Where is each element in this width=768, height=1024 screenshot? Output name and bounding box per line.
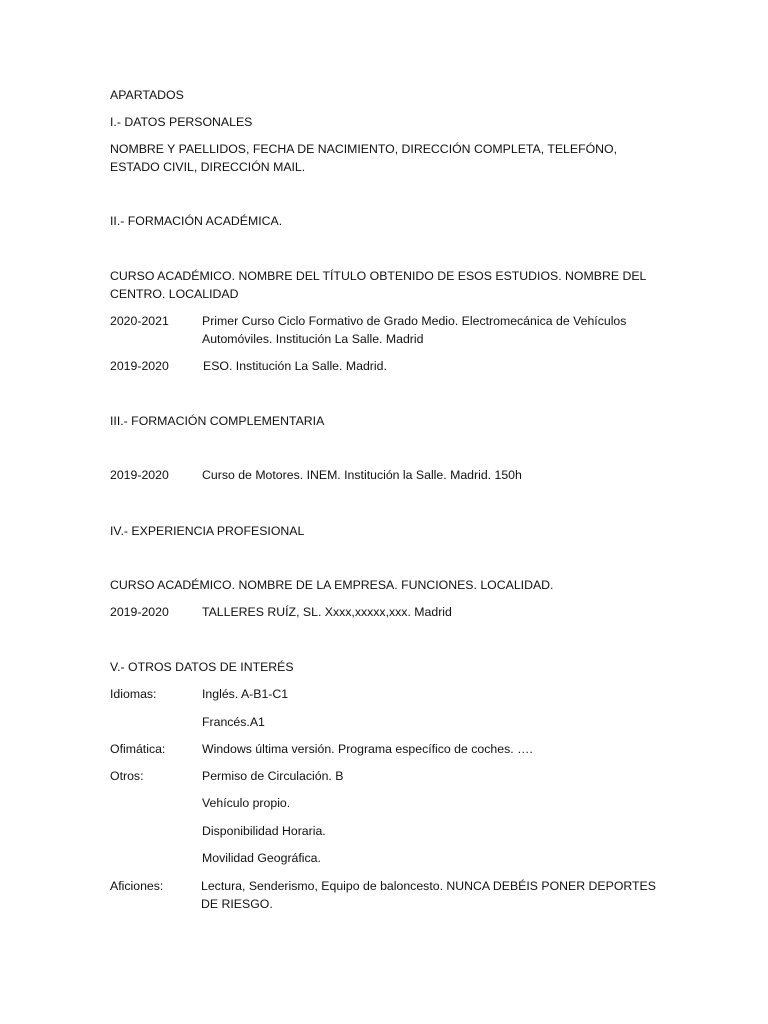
others-item: Movilidad Geográfica. [202,851,321,865]
complementary-entry-text: Curso de Motores. INEM. Institución la Salle. Madrid. 150h [202,468,522,482]
section-heading-complementary: III.- FORMACIÓN COMPLEMENTARIA [110,414,325,428]
section-heading-academic: II.- FORMACIÓN ACADÉMICA. [110,214,283,228]
academic-entry-year: 2020-2021 [110,314,169,328]
hobbies-label: Aficiones: [110,879,164,893]
academic-entry-year: 2019-2020 [110,359,169,373]
others-label: Otros: [110,769,144,783]
section-heading-experience: IV.- EXPERIENCIA PROFESIONAL [110,524,305,538]
academic-entry-text: Primer Curso Ciclo Formativo de Grado Medio. Electromecánica de Vehículos Automóviles. Institución La Salle. Madrid [202,314,627,346]
language-item: Francés.A1 [202,715,265,729]
experience-entry-text: TALLERES RUÍZ, SL. Xxxx,xxxxx,xxx. Madrid [202,605,452,619]
personal-data-description: NOMBRE Y PAELLIDOS, FECHA DE NACIMIENTO, DIRECCIÓN COMPLETA, TELEFÓNO, ESTADO CIVIL, DIRECCIÓN MAIL. [110,142,618,174]
section-heading-personal-data: I.- DATOS PERSONALES [110,115,253,129]
languages-label: Idiomas: [110,687,157,701]
academic-entry-text: ESO. Institución La Salle. Madrid. [203,359,387,373]
language-item: Inglés. A-B1-C1 [202,687,289,701]
hobbies-text: Lectura, Senderismo, Equipo de baloncesto. NUNCA DEBÉIS PONER DEPORTES DE RIESGO. [201,879,656,911]
document-title: APARTADOS [110,88,184,102]
office-text: Windows última versión. Programa específico de coches. …. [202,742,533,756]
others-item: Disponibilidad Horaria. [202,824,326,838]
section-heading-other: V.- OTROS DATOS DE INTERÉS [110,660,294,674]
others-item: Vehículo propio. [202,796,291,810]
experience-entry-year: 2019-2020 [110,605,169,619]
academic-intro: CURSO ACADÉMICO. NOMBRE DEL TÍTULO OBTENIDO DE ESOS ESTUDIOS. NOMBRE DEL CENTRO. LOCALIDAD [110,269,646,301]
office-label: Ofimática: [110,742,166,756]
complementary-entry-year: 2019-2020 [110,468,169,482]
experience-intro: CURSO ACADÉMICO. NOMBRE DE LA EMPRESA. FUNCIONES. LOCALIDAD. [110,578,554,592]
others-item: Permiso de Circulación. B [202,769,344,783]
